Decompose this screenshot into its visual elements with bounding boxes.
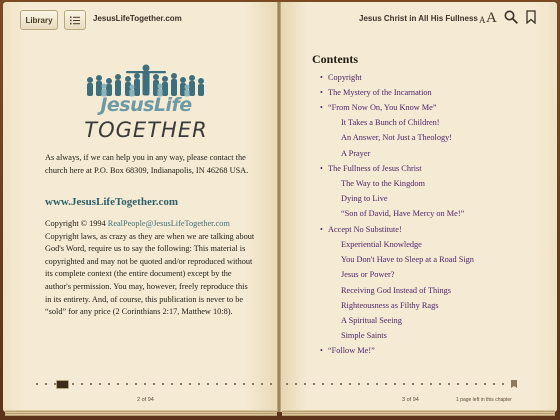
toc-bullet: • xyxy=(320,164,323,173)
toc-subitem[interactable]: It Takes a Bunch of Children! xyxy=(341,118,440,127)
chapter-end-marker-icon xyxy=(511,380,517,388)
font-small-label: A xyxy=(479,15,486,25)
logo-line-1: JesusLife xyxy=(100,94,192,116)
page-scrubber-left[interactable] xyxy=(36,383,272,385)
copyright-body: Copyright laws, as crazy as they are when we are talking about God's Word, require us to say the following: This material is copyrighted and may not be quoted and/or reproduced without its complete context (the entire document) except by the author's permission. You may, however, freely reproduce this in its entirety. And, of course, this publication is never to be “sold” for any price (2 Corinthians 2:17, Matthew 10:8). xyxy=(45,231,255,317)
toc-item[interactable]: “From Now On, You Know Me” xyxy=(328,103,437,112)
copyright-paragraph xyxy=(45,218,255,319)
copyright-prefix: Copyright © 1994 xyxy=(45,219,108,228)
page-edges-left xyxy=(5,410,277,416)
pages-left-in-chapter: 1 page left in this chapter xyxy=(456,397,512,403)
table-of-contents-button[interactable] xyxy=(64,10,86,30)
toc-item[interactable]: Accept No Substitute! xyxy=(328,225,402,234)
toc-subitem[interactable]: Experiential Knowledge xyxy=(341,240,422,249)
toc-subitem[interactable]: An Answer, Not Just a Theology! xyxy=(341,133,453,142)
library-button[interactable] xyxy=(20,10,58,30)
toc-item[interactable]: The Mystery of the Incarnation xyxy=(328,88,432,97)
header-book-title: Jesus Christ in All His Fullness xyxy=(359,14,478,23)
toc-item[interactable]: Copyright xyxy=(328,73,362,82)
toc-subitem[interactable]: Dying to Live xyxy=(341,194,388,203)
library-button-label: Library xyxy=(25,15,53,25)
toc-bullet: • xyxy=(320,88,323,97)
toc-bullet: • xyxy=(320,73,323,82)
left-page-number: 2 of 94 xyxy=(137,397,154,403)
toc-subitem[interactable]: You Don't Have to Sleep at a Road Sign xyxy=(341,255,474,264)
toc-item[interactable]: The Fullness of Jesus Christ xyxy=(328,164,422,173)
toc-subitem[interactable]: A Spiritual Seeing xyxy=(341,316,402,325)
page-scrubber-right[interactable] xyxy=(286,383,518,385)
search-icon xyxy=(504,10,518,24)
toc-subitem[interactable]: Receiving God Instead of Things xyxy=(341,286,451,295)
toc-subitem[interactable]: A Prayer xyxy=(341,149,371,158)
font-size-button[interactable] xyxy=(478,9,498,27)
scrubber-thumb[interactable] xyxy=(56,380,69,389)
bookmark-icon xyxy=(526,10,536,24)
website-link[interactable]: www.JesusLifeTogether.com xyxy=(45,196,179,208)
jesuslife-together-logo xyxy=(82,62,210,146)
page-edges-right xyxy=(282,410,555,416)
list-icon xyxy=(70,16,80,25)
toc-subitem[interactable]: Righteousness as Filthy Rags xyxy=(341,301,439,310)
search-button[interactable] xyxy=(504,10,518,24)
contents-heading: Contents xyxy=(312,52,359,66)
toc-subitem[interactable]: Simple Saints xyxy=(341,331,387,340)
toc-bullet: • xyxy=(320,225,323,234)
intro-paragraph: As always, if we can help you in any way, please contact the church here at P.O. Box 68309, Indianapolis, IN 46268 USA. xyxy=(45,153,249,175)
toc-subitem[interactable]: The Way to the Kingdom xyxy=(341,179,425,188)
toc-subitem[interactable]: Jesus or Power? xyxy=(341,270,395,279)
book-spine xyxy=(277,2,281,412)
header-left-title: JesusLifeTogether.com xyxy=(93,14,182,23)
logo-line-2: TOGETHER xyxy=(84,118,208,142)
right-page-number: 3 of 94 xyxy=(402,397,419,403)
toc-item[interactable]: “Follow Me!” xyxy=(328,346,375,355)
email-link[interactable]: RealPeople@JesusLifeTogether.com xyxy=(107,219,230,228)
toc-bullet: • xyxy=(320,346,323,355)
bookmark-button[interactable] xyxy=(526,10,536,24)
toc-bullet: • xyxy=(320,103,323,112)
toc-subitem[interactable]: “Son of David, Have Mercy on Me!” xyxy=(341,209,465,218)
font-large-label: A xyxy=(486,10,497,26)
